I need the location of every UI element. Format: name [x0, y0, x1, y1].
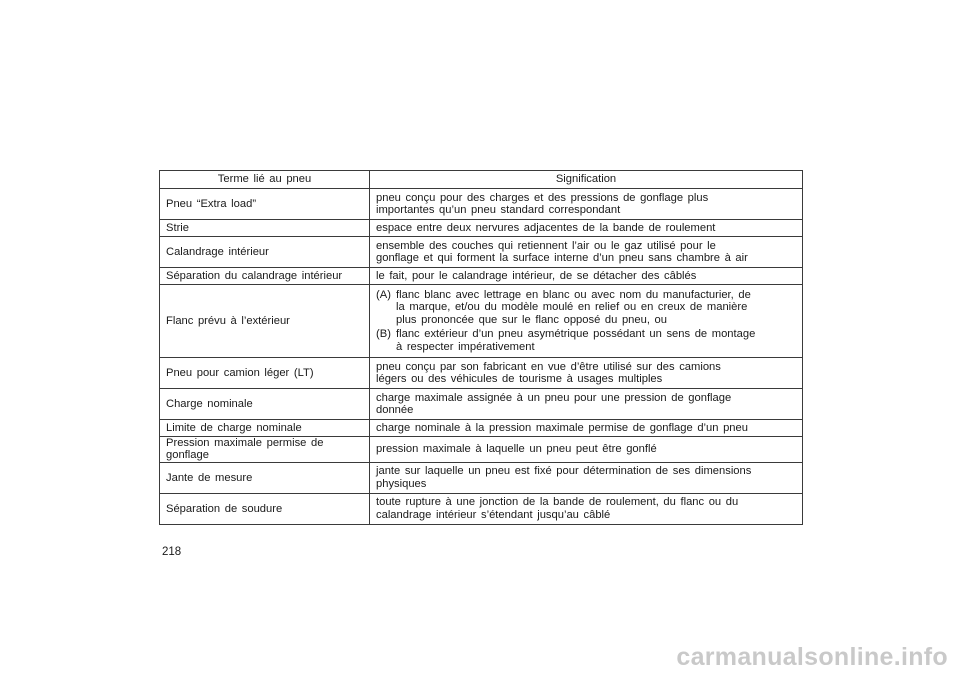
meaning-line: flanc extérieur d’un pneu asymétrique possédant un sens de montage — [396, 328, 756, 341]
watermark: carmanualsonline.info — [676, 643, 948, 671]
meaning-line: importantes qu’un pneu standard correspondant — [376, 204, 621, 216]
meaning-line: espace entre deux nervures adjacentes de la bande de roulement — [376, 221, 716, 234]
meaning-subitem — [376, 289, 796, 326]
term-cell: Calandrage intérieur — [160, 237, 370, 268]
meaning-cell — [370, 189, 803, 220]
meaning-line: charge maximale assignée à un pneu pour une pression de gonflage — [376, 391, 732, 404]
meaning-line: flanc blanc avec lettrage en blanc ou avec nom du manufacturier, de — [396, 288, 751, 301]
meaning-cell — [370, 389, 803, 420]
subitem-tag: (A) — [376, 288, 391, 301]
term-cell: Séparation de soudure — [160, 493, 370, 524]
meaning-line: toute rupture à une jonction de la bande de roulement, du flanc ou du — [376, 496, 739, 509]
term-cell: Séparation du calandrage intérieur — [160, 268, 370, 285]
meaning-cell — [370, 237, 803, 268]
table-row — [160, 220, 803, 237]
term-line: Pression maximale permise de — [166, 437, 324, 449]
tire-terms-table — [159, 170, 803, 525]
term-cell: Pneu “Extra load” — [160, 189, 370, 220]
meaning-cell — [370, 268, 803, 285]
term-line: gonflage — [166, 449, 209, 462]
meaning-line: physiques — [376, 477, 427, 490]
meaning-cell — [370, 462, 803, 493]
table-row — [160, 420, 803, 437]
header-term: Terme lié au pneu — [160, 171, 370, 189]
meaning-line: pneu conçu par son fabricant en vue d’être utilisé sur des camions — [376, 360, 721, 373]
meaning-line: la marque, et/ou du modèle moulé en relief ou en creux de manière — [396, 301, 748, 314]
meaning-cell — [370, 285, 803, 358]
meaning-line: le fait, pour le calandrage intérieur, de se détacher des câblés — [376, 269, 697, 282]
term-cell: Charge nominale — [160, 389, 370, 420]
table-header-row — [160, 171, 803, 189]
meaning-cell — [370, 420, 803, 437]
meaning-line: jante sur laquelle un pneu est fixé pour détermination de ses dimensions — [376, 465, 752, 478]
table-row — [160, 189, 803, 220]
meaning-line: légers ou des véhicules de tourisme à usages multiples — [376, 373, 663, 385]
meaning-cell — [370, 493, 803, 524]
meaning-cell — [370, 358, 803, 389]
table-row — [160, 437, 803, 463]
meaning-line: charge nominale à la pression maximale permise de gonflage d’un pneu — [376, 421, 748, 434]
meaning-line: plus prononcée que sur le flanc opposé du pneu, ou — [396, 313, 668, 326]
meaning-subitem — [376, 328, 796, 353]
term-cell: Flanc prévu à l’extérieur — [160, 285, 370, 358]
table-row — [160, 268, 803, 285]
page-number: 218 — [162, 546, 182, 558]
subitem-text — [396, 289, 796, 326]
table-row — [160, 493, 803, 524]
meaning-cell — [370, 437, 803, 463]
meaning-line: calandrage intérieur s’étendant jusqu’au câblé — [376, 508, 611, 521]
subitem-tag: (B) — [376, 328, 391, 341]
meaning-line: à respecter impérativement — [396, 340, 535, 353]
table-row — [160, 237, 803, 268]
subitem-text — [396, 328, 796, 353]
term-cell — [160, 437, 370, 463]
meaning-line: pneu conçu pour des charges et des pressions de gonflage plus — [376, 191, 709, 204]
meaning-line: ensemble des couches qui retiennent l’air ou le gaz utilisé pour le — [376, 239, 716, 252]
header-meaning: Signification — [370, 171, 803, 189]
table-row — [160, 285, 803, 358]
table-row — [160, 358, 803, 389]
meaning-cell — [370, 220, 803, 237]
meaning-line: donnée — [376, 404, 414, 416]
table-body — [160, 189, 803, 525]
term-cell: Strie — [160, 220, 370, 237]
meaning-line: gonflage et qui forment la surface interne d’un pneu sans chambre à air — [376, 252, 748, 264]
meaning-line: pression maximale à laquelle un pneu peut être gonflé — [376, 443, 657, 456]
table-row — [160, 389, 803, 420]
table-row — [160, 462, 803, 493]
term-cell: Limite de charge nominale — [160, 420, 370, 437]
term-cell: Pneu pour camion léger (LT) — [160, 358, 370, 389]
term-cell: Jante de mesure — [160, 462, 370, 493]
